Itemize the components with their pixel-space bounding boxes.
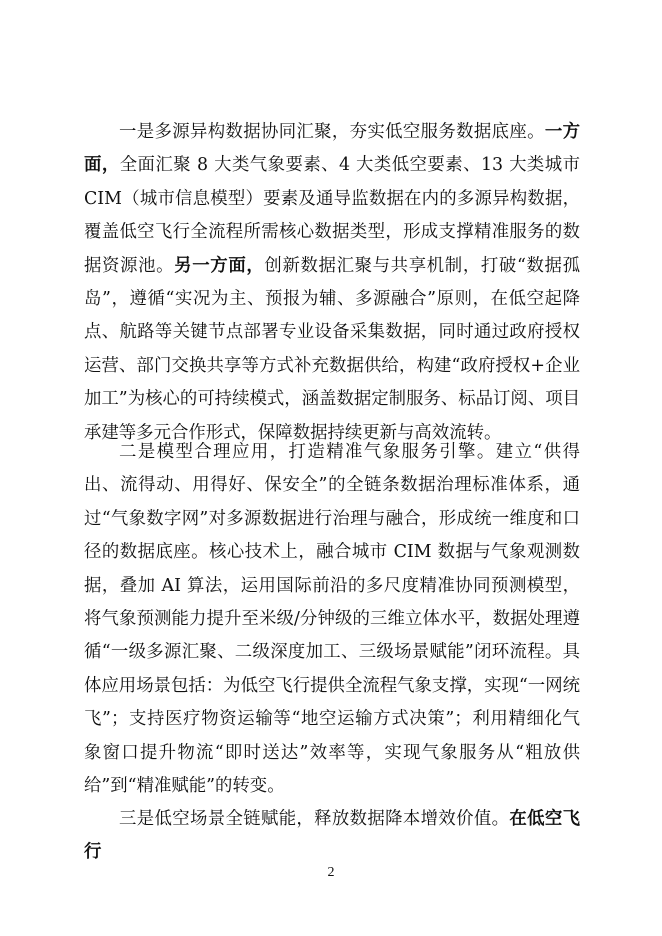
paragraph-3-lead: 三是低空场景全链赋能，释放数据降本增效价值。 [119,809,510,829]
paragraph-1 [84,116,580,450]
page-number: 2 [327,865,335,880]
paragraph-1-lead: 一是多源异构数据协同汇聚，夯实低空服务数据底座。 [119,122,545,142]
paragraph-1-body-2: 创新数据汇聚与共享机制，打破“数据孤岛”，遵循“实况为主、预报为辅、多源融合”原则，在低空起降点、航路等关键节点部署专业设备采集数据，同时通过政府授权运营、部门交换共享等方式补充数据供给，构建“政府授权+企业加工”为核心的可持续模式，涵盖数据定制服务、标品订阅、项目承建等多元合作形式，保障数据持续更新与高效流转。 [84,255,580,443]
paragraph-2-lead: 二是模型合理应用，打造精准气象服务引擎。 [119,442,496,462]
paragraph-1-bold-on-other-hand: 另一方面， [174,255,265,276]
paragraph-1-bold-on-one-hand: 一方面， [84,122,580,176]
paragraph-3-bold-start: 在低空飞行 [84,809,580,863]
paragraph-1-body-1: 全面汇聚 8 大类气象要素、4 大类低空要素、13 大类城市 CIM（城市信息模型）要素及通导监数据在内的多源异构数据，覆盖低空飞行全流程所需核心数据类型，形成支撑精准服务的数据资源池。 [84,155,580,276]
paragraph-2-body: 建立“供得出、流得动、用得好、保安全”的全链条数据治理标准体系，通过“气象数字网”对多源数据进行治理与融合，形成统一维度和口径的数据底座。核心技术上，融合城市 CIM 数据与气象观测数据，叠加 AI 算法，运用国际前沿的多尺度精准协同预测模型，将气象预测能力提升至米级/分钟级的三维立体水平，数据处理遵循“一级多源汇聚、二级深度加工、三级场景赋能”闭环流程。具体应用场景包括：为低空飞行提供全流程气象支撑，实现“一网统飞”；支持医疗物资运输等“地空运输方式决策”；利用精细化气象窗口提升物流“即时送达”效率等，实现气象服务从“粗放供给”到“精准赋能”的转变。 [84,442,580,797]
paragraph-2 [84,436,580,803]
paragraph-3 [84,803,580,870]
